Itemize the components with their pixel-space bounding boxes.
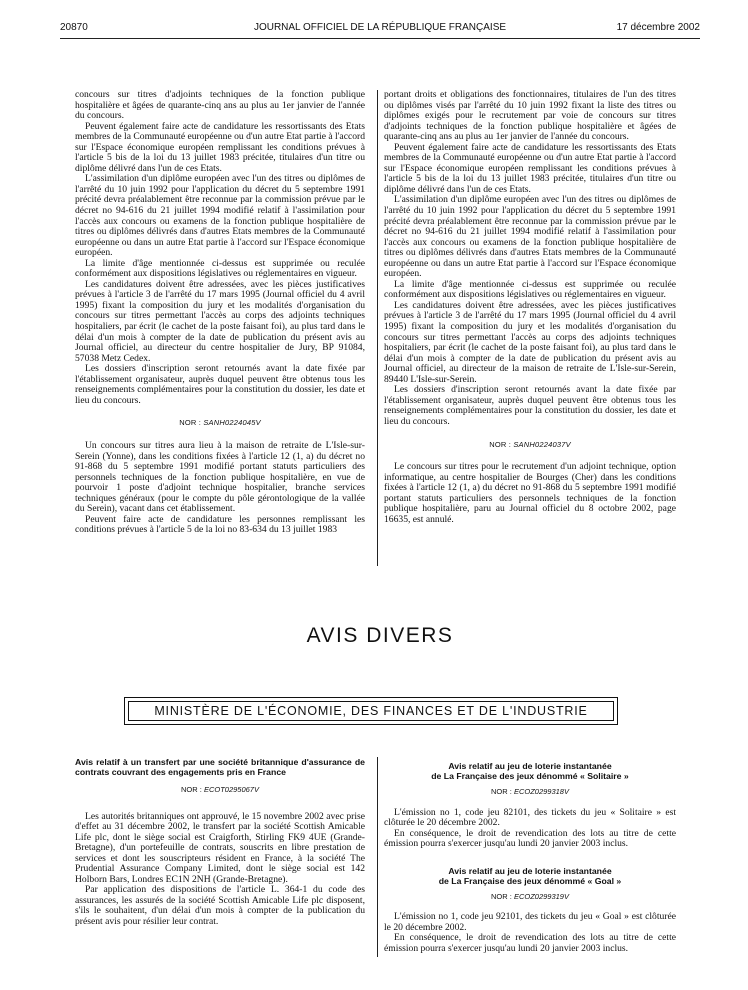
paragraph: L'émission no 1, code jeu 92101, des tickets du jeu « Goal » est clôturée le 20 décembre 2002. xyxy=(384,911,676,933)
paragraph: Le concours sur titres pour le recrutement d'un adjoint technique, option informatique, au centre hospitalier de Bourges (Cher) dans les conditions fixées à l'article 12 (1, a) du décret no 91-868 du 5 septembre 1991 modifié portant statuts particuliers des personnels techniques de la fonction publique hospitalière, paru au Journal officiel du 8 octobre 2002, page 16635, est annulé. xyxy=(384,461,676,525)
nor-label: NOR : xyxy=(491,787,512,796)
ministry-title: MINISTÈRE DE L'ÉCONOMIE, DES FINANCES ET DE L'INDUSTRIE xyxy=(128,701,614,721)
paragraph: Les candidatures doivent être adressées, avec les pièces justificatives prévues à l'article 3 de l'arrêté du 17 mars 1995 (Journal officiel du 4 avril 1995) fixant la composition du jury et les modalités d'organisation du concours sur titres permettant l'accès au corps des adjoints techniques hospitaliers, par écrit (le cachet de la poste faisant foi), au plus tard dans le délai d'un mois à compter de la date de publication du présent avis au Journal officiel, au directeur de la maison de retraite de L'Isle-sur-Serein, 89440 L'Isle-sur-Serein. xyxy=(384,299,676,385)
paragraph: Par application des dispositions de l'article L. 364-1 du code des assurances, les assurés de la société Scottish Amicable Life plc disposent, s'ils le souhaitent, d'un délai d'un mois à compter de la publication du présent avis pour résilier leur contrat. xyxy=(75,884,365,928)
nor-label: NOR : xyxy=(179,418,202,428)
nor-reference xyxy=(75,785,365,796)
article-title-line: Avis relatif au jeu de loterie instantanée xyxy=(448,865,612,876)
paragraph: portant droits et obligations des fonctionnaires, titulaires de l'un des titres ou diplômes visés par l'arrêté du 10 juin 1992 fixant la liste des titres ou diplômes exigés pour le recrutement par voie de concours sur titres d'adjoints techniques de la fonction publique hospitalière et âgées de quarante-cinq ans au plus au 1er janvier de l'année du concours. xyxy=(384,89,676,143)
paragraph: L'assimilation d'un diplôme européen avec l'un des titres ou diplômes de l'arrêté du 10 juin 1992 pour l'application du décret du 5 septembre 1991 précité devra préalablement être reconnue par la commission prévue par le décret no 94-616 du 21 juillet 1994 modifié relatif à l'assimilation pour l'accès aux concours ou examens de la fonction publique hospitalière de titres ou diplômes délivrés dans d'autres Etats membres de la Communauté européenne ou dans un autre Etat partie à l'accord sur l'Espace économique européen. xyxy=(75,173,365,259)
issue-date: 17 décembre 2002 xyxy=(616,22,700,33)
nor-code: ECOZ0299319V xyxy=(513,891,569,901)
paragraph: Peuvent également faire acte de candidature les ressortissants des Etats membres de la Communauté européenne ou d'un autre Etat partie à l'accord sur l'Espace économique européen remplissant les conditions prévues à l'article 5 bis de la loi du 13 juillet 1983 précitée, titulaires d'un titre ou diplôme délivré dans l'un de ces Etats. xyxy=(384,141,676,195)
right-column xyxy=(384,90,676,525)
left-column xyxy=(75,90,365,536)
paragraph: En conséquence, le droit de revendication des lots au titre de cette émission pourra s'exercer jusqu'au lundi 20 janvier 2003 inclus. xyxy=(384,932,676,954)
paragraph: Les candidatures doivent être adressées, avec les pièces justificatives prévues à l'article 3 de l'arrêté du 17 mars 1995 (Journal officiel du 4 avril 1995) fixant la composition du jury et les modalités d'organisation du concours sur titres permettant l'accès au corps des adjoints techniques hospitaliers, par écrit (le cachet de la poste faisant foi), au plus tard dans le délai d'un mois à compter de la date de publication du présent avis au Journal officiel, au directeur du centre hospitalier de Jury, BP 91084, 57038 Metz Cedex. xyxy=(75,278,365,364)
article-title: Avis relatif à un transfert par une société britannique d'assurance de contrats couvrant des engagements pris en France xyxy=(75,757,365,777)
article-title xyxy=(384,761,676,781)
paragraph: En conséquence, le droit de revendication des lots au titre de cette émission pourra s'exercer jusqu'au lundi 20 janvier 2003 inclus. xyxy=(384,827,676,850)
nor-label: NOR : xyxy=(491,891,512,901)
bottom-right-articles xyxy=(384,761,676,954)
paragraph: Peuvent également faire acte de candidature les ressortissants des Etats membres de la Communauté européenne ou d'un autre Etat partie à l'accord sur l'Espace économique européen remplissant les conditions prévues à l'article 5 bis de la loi du 13 juillet 1983 précitée, titulaires d'un titre ou diplôme délivré dans l'un de ces Etats. xyxy=(75,120,365,174)
nor-label: NOR : xyxy=(181,785,202,794)
page-number: 20870 xyxy=(60,22,88,33)
paragraph: Les dossiers d'inscription seront retournés avant la date fixée par l'établissement organisateur, auprès duquel peuvent être obtenus tous les renseignements complémentaires pour la constitution du dossier, les date et lieu du concours. xyxy=(384,384,676,427)
paragraph: Les autorités britanniques ont approuvé, le 15 novembre 2002 avec prise d'effet au 31 décembre 2002, le transfert par la société Scottish Amicable Life plc, dont le siège social est Craigforth, Stirling FK9 4UE (Grande-Bretagne), d'un portefeuille de contrats, souscrits en libre prestation de services et dont les souscripteurs résident en France, à la société The Prudential Assurance Company Limited, dont le siège social est 142 Holborn Bars, Londres EC1N 2NH (Grande-Bretagne). xyxy=(75,810,365,885)
paragraph: L'assimilation d'un diplôme européen avec l'un des titres ou diplômes de l'arrêté du 10 juin 1992 pour l'application du décret du 5 septembre 1991 précité devra préalablement être reconnue par la commission prévue par le décret no 94-616 du 21 juillet 1994 modifié relatif à l'assimilation pour l'accès aux concours ou examens de la fonction publique hospitalière de titres ou diplômes délivrés dans d'autres Etats membres de la Communauté européenne ou dans un autre Etat partie à l'accord sur l'Espace économique européen. xyxy=(384,194,676,280)
nor-reference xyxy=(384,787,676,798)
page-header xyxy=(60,22,700,36)
ministry-box xyxy=(124,697,618,725)
paragraph: Peuvent faire acte de candidature les personnes remplissant les conditions prévues à l'article 5 de la loi no 83-634 du 13 juillet 1983 xyxy=(75,513,365,536)
article-title xyxy=(384,866,676,886)
journal-title: JOURNAL OFFICIEL DE LA RÉPUBLIQUE FRANÇAISE xyxy=(253,22,507,33)
nor-reference xyxy=(384,440,676,451)
paragraph: La limite d'âge mentionnée ci-dessus est supprimée ou reculée conformément aux dispositions législatives ou réglementaires en vigueur. xyxy=(384,278,676,301)
nor-code: SANH0224045V xyxy=(203,418,261,428)
nor-reference xyxy=(75,418,365,429)
paragraph: La limite d'âge mentionnée ci-dessus est supprimée ou reculée conformément aux dispositions législatives ou réglementaires en vigueur. xyxy=(75,257,365,280)
nor-code: SANH0224037V xyxy=(513,439,571,449)
column-divider xyxy=(377,90,378,566)
paragraph: Un concours sur titres aura lieu à la maison de retraite de L'Isle-sur-Serein (Yonne), dans les conditions fixées à l'article 12 (1, a) du décret no 91-868 du 5 septembre 1991 modifié portant statuts particuliers des personnels techniques de la fonction publique hospitalière, en vue de pourvoir 1 poste d'adjoint technique hospitalier, branche services techniques généraux (pour le compte du pôle gérontologique de la vallée du Serein), vacant dans cet établissement. xyxy=(75,439,365,515)
article-title-line: de La Française des jeux dénommé « Solitaire » xyxy=(431,771,629,781)
nor-reference xyxy=(384,892,676,903)
nor-code: ECOZ0299318V xyxy=(513,787,569,796)
column-divider xyxy=(377,757,378,957)
section-title: AVIS DIVERS xyxy=(306,624,454,647)
bottom-left-article xyxy=(75,757,365,928)
paragraph: Les dossiers d'inscription seront retournés avant la date fixée par l'établissement organisateur, auprès duquel peuvent être obtenus tous les renseignements complémentaires pour la constitution du dossier, les date et lieu du concours. xyxy=(75,363,365,406)
header-rule xyxy=(60,38,700,39)
article-title-line: Avis relatif au jeu de loterie instantanée xyxy=(448,761,612,771)
article-title-line: de La Française des jeux dénommé « Goal » xyxy=(438,875,622,886)
nor-code: ECOT0295067V xyxy=(203,785,259,794)
paragraph: L'émission no 1, code jeu 82101, des tickets du jeu « Solitaire » est clôturée le 20 décembre 2002. xyxy=(384,806,676,829)
nor-label: NOR : xyxy=(489,439,512,449)
paragraph: concours sur titres d'adjoints techniques de la fonction publique hospitalière et âgées de quarante-cinq ans au plus au 1er janvier de l'année du concours. xyxy=(75,89,365,122)
